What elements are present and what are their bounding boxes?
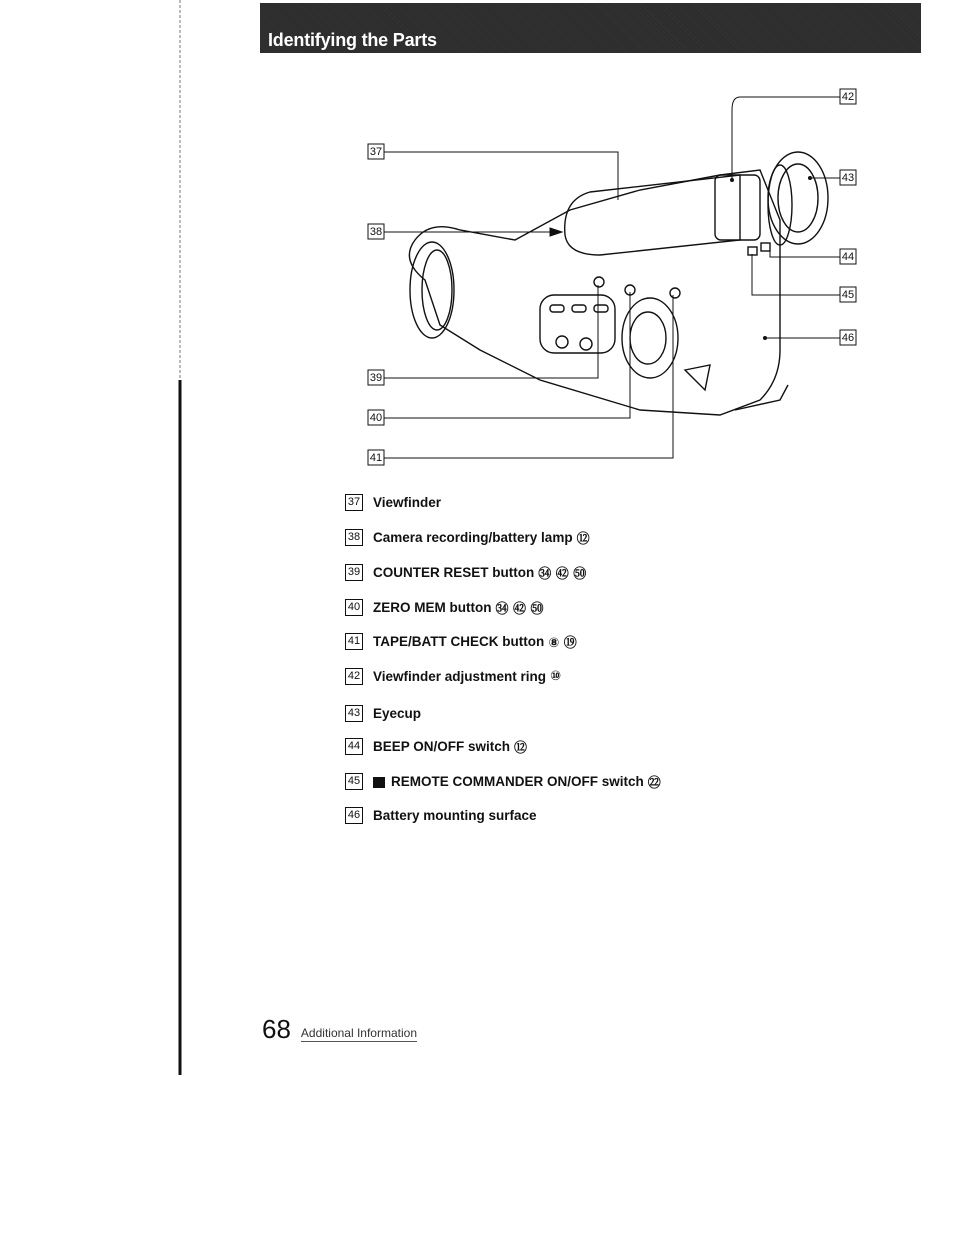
callout-41: 41	[369, 452, 383, 464]
item-number: 43	[345, 705, 363, 722]
legend-item-40	[345, 596, 544, 618]
item-number: 38	[345, 529, 363, 546]
callout-43: 43	[841, 172, 855, 184]
item-number: 45	[345, 773, 363, 790]
item-number: 42	[345, 668, 363, 685]
callout-45: 45	[841, 289, 855, 301]
legend-item-38	[345, 526, 590, 548]
item-number: 39	[345, 564, 363, 581]
section-name: Additional Information	[300, 1026, 417, 1040]
item-number: 46	[345, 807, 363, 824]
binding-spine	[176, 0, 184, 1080]
page-title: Identifying the Parts	[268, 30, 437, 50]
legend-item-46	[345, 804, 537, 826]
legend-item-39	[345, 561, 586, 583]
page-refs: ⑧ ⑲	[548, 635, 577, 651]
page-refs: ⑩	[550, 668, 562, 684]
item-number: 40	[345, 599, 363, 616]
legend-item-42	[345, 665, 561, 687]
camcorder-diagram	[340, 80, 880, 480]
callout-39: 39	[369, 372, 383, 384]
callout-44: 44	[841, 251, 855, 263]
remote-sensor-icon	[373, 777, 385, 788]
callout-46: 46	[841, 332, 855, 344]
legend-item-44	[345, 735, 527, 757]
item-label: REMOTE COMMANDER ON/OFF switch	[391, 773, 644, 789]
page-footer	[262, 1016, 417, 1042]
camcorder-illustration	[340, 80, 880, 480]
callout-labels	[368, 89, 856, 465]
item-number: 41	[345, 633, 363, 650]
callout-42: 42	[841, 91, 855, 103]
page-refs: ㉞ ㊷ ㊿	[538, 566, 587, 582]
item-label: COUNTER RESET button	[373, 564, 535, 580]
section-header	[260, 3, 921, 53]
callout-40: 40	[369, 412, 383, 424]
legend-item-45	[345, 770, 661, 792]
item-label: ZERO MEM button	[373, 599, 492, 615]
callout-38: 38	[369, 226, 383, 238]
item-label: Viewfinder	[373, 494, 442, 510]
page-refs: ㉞ ㊷ ㊿	[495, 601, 544, 617]
page-refs: ⑫	[576, 531, 590, 547]
item-label: BEEP ON/OFF switch	[373, 738, 511, 754]
legend-item-41	[345, 630, 577, 652]
page-refs: ⑫	[514, 740, 528, 756]
item-label: Viewfinder adjustment ring	[373, 668, 547, 684]
item-label: TAPE/BATT CHECK button	[373, 633, 545, 649]
item-label: Eyecup	[373, 705, 422, 721]
page-refs: ㉒	[647, 775, 661, 791]
callout-37: 37	[369, 146, 383, 158]
item-number: 44	[345, 738, 363, 755]
item-label: Camera recording/battery lamp	[373, 529, 573, 545]
page-number: 68	[262, 1014, 291, 1044]
item-label: Battery mounting surface	[373, 807, 537, 823]
item-number: 37	[345, 494, 363, 511]
legend-item-37	[345, 491, 441, 513]
legend-item-43	[345, 702, 421, 724]
